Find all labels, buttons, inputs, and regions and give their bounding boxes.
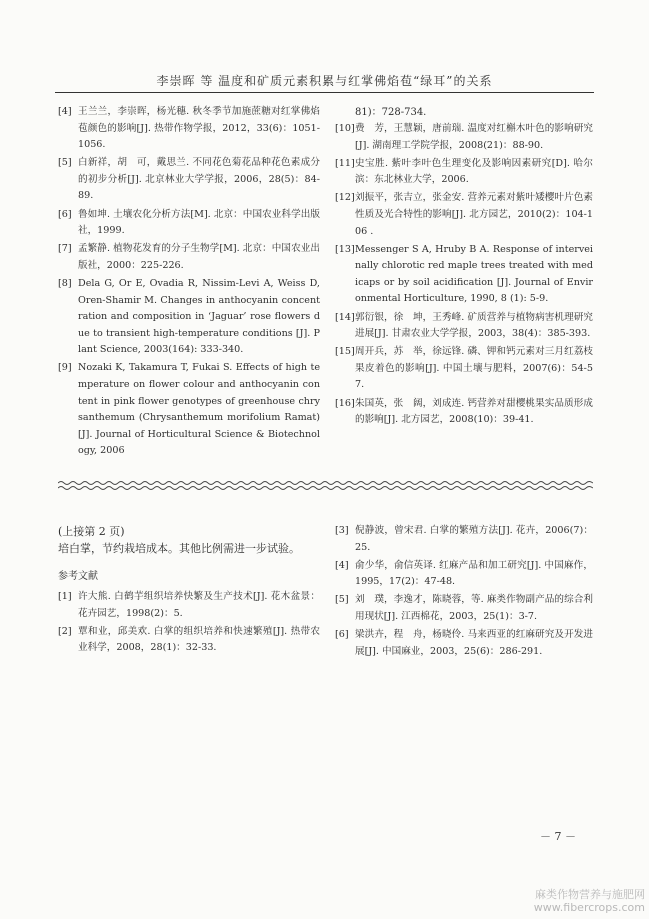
reference-item: [4] 俞少华，俞信英译. 红麻产品和加工研究[J]. 中国麻作，1995，17(2)：47-48.	[335, 559, 593, 588]
page-number: － 7 －	[540, 830, 576, 843]
top-right-references	[335, 104, 593, 430]
reference-item: [5] 刘 璞，李逸才，陈晓蓉，等. 麻类作物副产品的综合利用现状[J]. 江西棉花，2003，25(1)：3-7.	[335, 594, 593, 622]
bottom-left-column	[58, 523, 320, 658]
reference-item: [3] 倪静波，曾宋君. 白掌的繁殖方法[J]. 花卉，2006(7)：25.	[335, 525, 593, 553]
watermark-line-1: 麻类作物营养与施肥网	[535, 888, 645, 901]
reference-item: [5] 白新祥，胡 可，戴思兰. 不同花色菊花品种花色素成分的初步分析[J]. 北京林业大学学报，2006，28(5)：84-89.	[58, 157, 320, 202]
continued-note: (上接第 2 页)	[58, 525, 125, 538]
reference-item: [1] 许大熊. 白鹤芋组织培养快繁及生产技术[J]. 花木盆景：花卉园艺，1998(2)：5.	[58, 591, 320, 619]
body-paragraph: 培白掌，节约栽培成本。其他比例需进一步试验。	[58, 542, 300, 555]
reference-item: [8] Dela G, Or E, Ovadia R, Nissim-Levi A, Weiss D, Oren-Shamir M. Changes in anthocyanin concentration and composition in ‘Jaguar’ rose flowers due to transient high-temperature conditions [J]. Plant Science, 2003(164): 333-340.	[58, 277, 320, 356]
reference-item: [12] 刘振平，张吉立，张金安. 营养元素对紫叶矮樱叶片色素性质及光合特性的影响[J]. 北方园艺，2010(2)：104-106 .	[335, 192, 593, 237]
reference-item: [6] 梁洪卉，程 舟，杨晓伶. 马来西亚的红麻研究及开发进展[J]. 中国麻业，2003，25(6)：286-291.	[335, 629, 593, 657]
running-header: 李崇晖 等 温度和矿质元素积累与红掌佛焰苞“绿耳”的关系	[156, 74, 493, 88]
references-heading: 参考文献	[58, 571, 98, 582]
site-watermark	[505, 888, 645, 914]
reference-item: [2] 覃和业，邱美欢. 白掌的组织培养和快速繁殖[J]. 热带农业科学，2008，28(1)：32-33.	[58, 625, 320, 654]
header-rule	[55, 92, 594, 93]
top-left-references	[58, 104, 320, 461]
reference-item: [11] 史宝胜. 紫叶李叶色生理变化及影响因素研究[D]. 哈尔滨：东北林业大学，2006.	[335, 157, 593, 186]
reference-item: [9] Nozaki K, Takamura T, Fukai S. Effects of high temperature on flower colour and anthocyanin content in pink flower genotypes of greenhouse chrysanthemum (Chrysanthemum morifolium Ramat) [J]. Journal of Horticultural Science & Biotechnology, 2006	[58, 362, 320, 457]
reference-item: [13] Messenger S A, Hruby B A. Response of interveinally chlorotic red maple trees treated with medicaps or by soil acidification [J]. Journal of Environmental Horticulture, 1990, 8 (1): 5-9.	[335, 243, 593, 305]
reference-item: [10] 费 芳，王慧颖，唐前瑞. 温度对红槲木叶色的影响研究[J]. 湖南理工学院学报，2008(21)：88-90.	[335, 123, 593, 151]
reference-item: [4] 王兰兰，李崇晖，杨光穗. 秋冬季节加施蔗糖对红掌佛焰苞颜色的影响[J]. 热带作物学报，2012，33(6)：1051-1056.	[58, 106, 320, 151]
reference-item: [15] 周开兵，苏 举，徐远锋. 磷、钾和钙元素对三月红荔枝果皮着色的影响[J]. 中国土壤与肥料，2007(6)：54-57.	[335, 346, 593, 391]
bottom-right-column	[335, 523, 593, 662]
reference-continuation: 81)：728-734.	[355, 107, 427, 118]
reference-item: [14] 郭衍银，徐 坤，王秀峰. 矿质营养与植物病害机理研究进展[J]. 甘肃农业大学学报，2003，38(4)：385-393.	[335, 311, 593, 340]
reference-item: [6] 鲁如坤. 土壤农化分析方法[M]. 北京：中国农业科学出版社，1999.	[58, 208, 320, 237]
watermark-line-2: www.fibercrops.com	[533, 901, 645, 914]
reference-item: [16] 朱国英，张 阔，刘成连. 钙营养对甜樱桃果实品质形成的影响[J]. 北方园艺，2008(10)：39-41.	[335, 397, 593, 426]
reference-item: [7] 孟繁静. 植物花发育的分子生物学[M]. 北京：中国农业出版社，2000：225-226.	[58, 243, 320, 271]
wavy-separator	[58, 480, 593, 492]
